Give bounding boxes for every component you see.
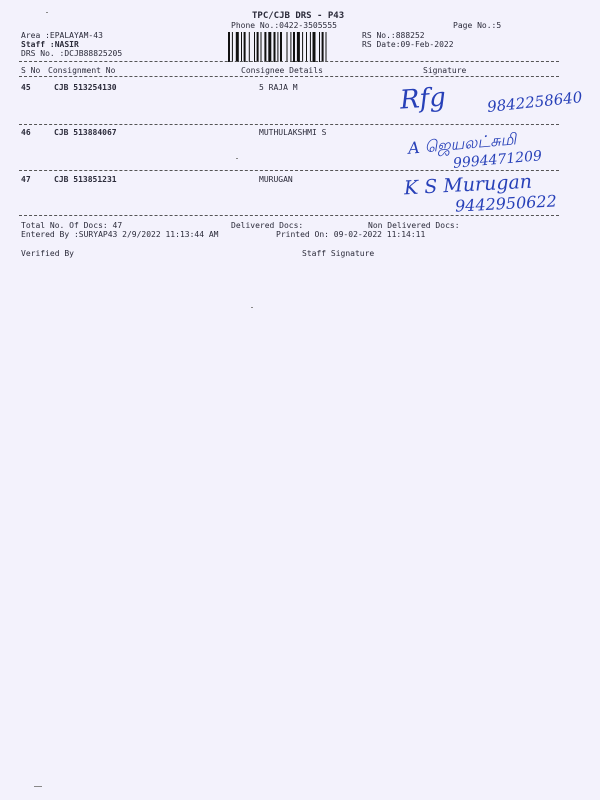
- barcode-bar: [277, 32, 278, 62]
- area-label: Area :EPALAYAM-43: [21, 31, 103, 40]
- row-consignee: MUTHULAKSHMI S: [259, 128, 327, 137]
- barcode-bar: [254, 32, 255, 62]
- col-signature-header: Signature: [423, 66, 467, 75]
- page-number: Page No.:5: [453, 21, 502, 30]
- delivered-docs: Delivered Docs:: [231, 221, 304, 230]
- row-consignment-no: CJB 513254130: [54, 83, 117, 92]
- printed-on: Printed On: 09-02-2022 11:14:11: [276, 230, 426, 239]
- barcode-bar: [280, 32, 282, 62]
- phone-number: Phone No.:0422-3505555: [231, 21, 337, 30]
- barcode-bar: [326, 32, 327, 62]
- barcode-bar: [274, 32, 276, 62]
- handwritten-phone: 9842258640: [486, 88, 584, 116]
- scan-speck: [34, 786, 42, 787]
- total-docs: Total No. Of Docs: 47: [21, 221, 123, 230]
- barcode-bar: [293, 32, 295, 62]
- divider: [19, 61, 559, 62]
- row-consignment-no: CJB 513884067: [54, 128, 117, 137]
- barcode-bar: [241, 32, 242, 62]
- barcode-bar: [306, 32, 307, 62]
- scan-speck: [236, 158, 238, 159]
- col-consignment-header: Consignment No: [48, 66, 116, 75]
- rs-number: RS No.:888252: [362, 31, 425, 40]
- non-delivered-docs: Non Delivered Docs:: [368, 221, 460, 230]
- barcode-bar: [310, 32, 311, 62]
- staff-signature-label: Staff Signature: [302, 249, 375, 258]
- barcode-bar: [236, 32, 239, 62]
- col-sno-header: S No: [21, 66, 41, 75]
- scan-speck: [46, 12, 48, 13]
- barcode-bar: [319, 32, 320, 62]
- divider: [19, 215, 559, 216]
- barcode-bar: [257, 32, 259, 62]
- barcode-bar: [290, 32, 291, 62]
- scan-speck: [251, 307, 253, 308]
- row-sno: 45: [21, 83, 31, 92]
- barcode-bar: [302, 32, 303, 62]
- handwritten-signature: A ஜெயலட்சுமி: [407, 129, 517, 158]
- rs-date: RS Date:09-Feb-2022: [362, 40, 454, 49]
- barcode-bar: [264, 32, 266, 62]
- barcode-bar: [287, 32, 288, 62]
- staff-label: Staff :NASIR: [21, 40, 79, 49]
- barcode-bar: [297, 32, 300, 62]
- barcode-bar: [249, 32, 250, 62]
- barcode-bar: [244, 32, 246, 62]
- barcode-bar: [228, 32, 230, 62]
- verified-by-label: Verified By: [21, 249, 74, 258]
- row-sno: 47: [21, 175, 31, 184]
- barcode-bar: [313, 32, 316, 62]
- row-consignee: MURUGAN: [259, 175, 293, 184]
- row-consignee: 5 RAJA M: [259, 83, 298, 92]
- barcode-bar: [232, 32, 233, 62]
- handwritten-signature: K S Murugan: [403, 170, 533, 200]
- barcode-bar: [268, 32, 271, 62]
- entered-by: Entered By :SURYAP43 2/9/2022 11:13:44 AM: [21, 230, 219, 239]
- handwritten-signature: Rfg: [399, 82, 447, 116]
- barcode-bar: [322, 32, 324, 62]
- row-sno: 46: [21, 128, 31, 137]
- divider: [19, 124, 559, 125]
- col-consignee-header: Consignee Details: [241, 66, 323, 75]
- handwritten-phone: 9442950622: [454, 191, 558, 216]
- divider: [19, 76, 559, 77]
- document-title: TPC/CJB DRS - P43: [252, 11, 345, 21]
- divider: [19, 170, 559, 171]
- row-consignment-no: CJB 513851231: [54, 175, 117, 184]
- handwritten-phone: 9994471209: [452, 148, 543, 172]
- barcode-bar: [261, 32, 262, 62]
- barcode: [228, 32, 356, 62]
- drs-number: DRS No. :DCJB88825205: [21, 49, 123, 58]
